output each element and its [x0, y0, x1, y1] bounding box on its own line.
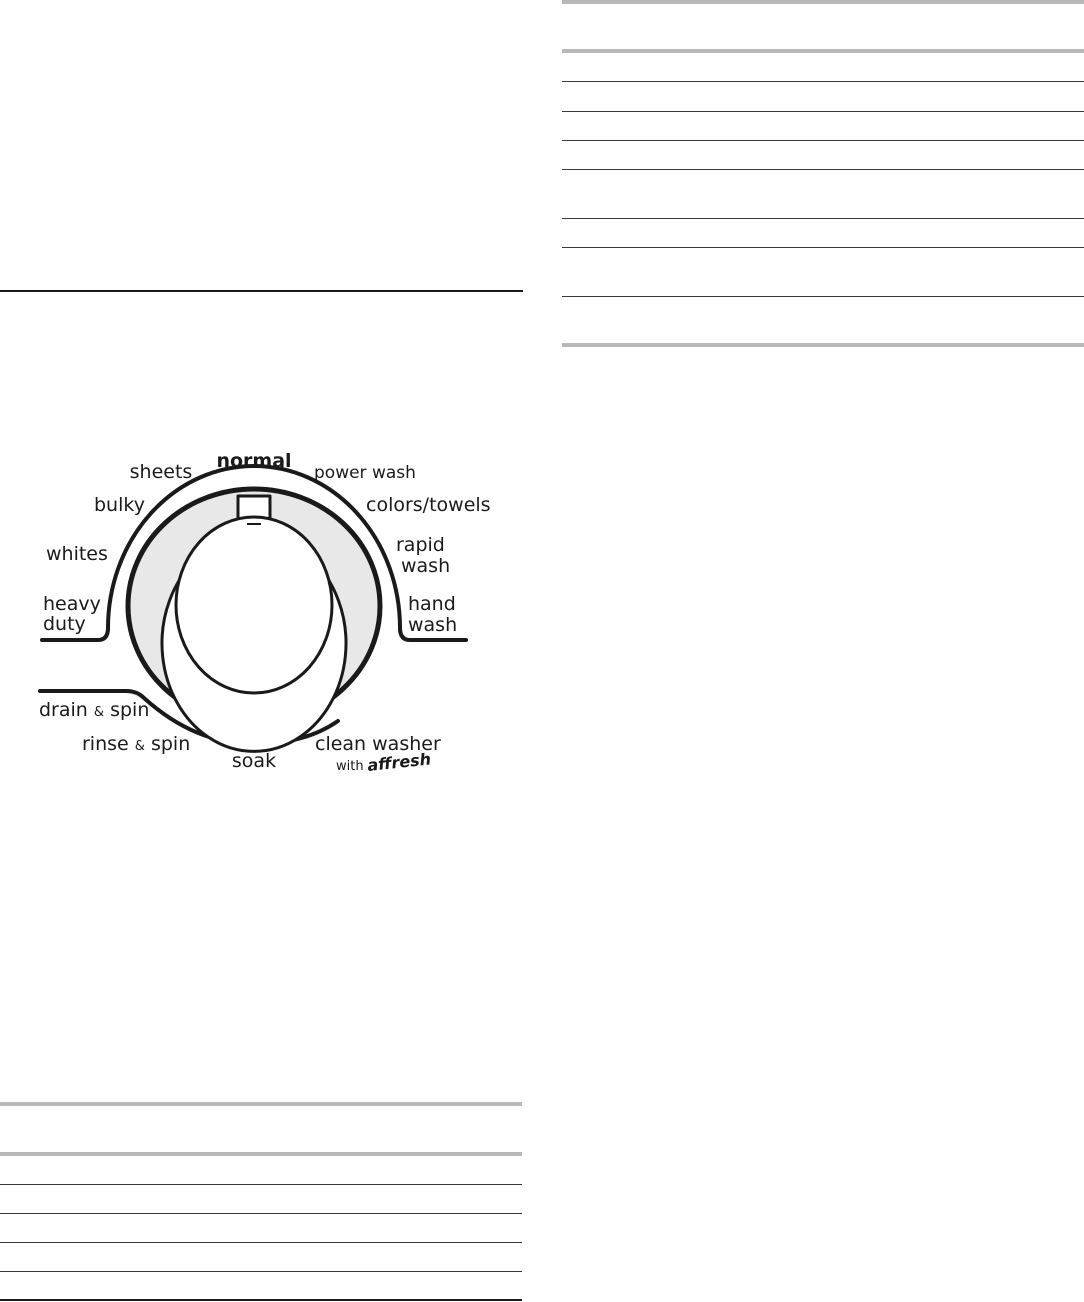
left-table-row-line [0, 1213, 522, 1214]
left-table-row-line [0, 1271, 522, 1272]
left-table-top-border [0, 1102, 522, 1106]
right-table-header-border [562, 49, 1084, 53]
affresh-logo: affresh [366, 749, 432, 775]
label-soak: soak [231, 750, 277, 772]
label-normal: normal [216, 450, 292, 472]
label-sheets: sheets [129, 461, 193, 483]
right-table-row-line [562, 247, 1084, 248]
right-table-bottom-border [562, 343, 1084, 347]
left-table-row-line [0, 1242, 522, 1243]
label-power-wash: power wash [314, 463, 416, 483]
label-clean-washer: clean washer [315, 733, 441, 755]
right-table-row-line [562, 140, 1084, 141]
knob-inner-circle [176, 517, 332, 693]
label-heavy-duty-line1: heavy [43, 593, 101, 615]
label-rapid-wash-line2: wash [401, 555, 451, 577]
left-table-bottom-border [0, 1299, 522, 1301]
label-heavy-duty-line2: duty [43, 613, 86, 635]
label-bulky: bulky [94, 494, 145, 516]
label-drain-spin: drain & spin [39, 699, 150, 721]
label-colors-towels: colors/towels [366, 494, 491, 516]
label-hand-wash-line2: wash [408, 614, 458, 636]
right-table-row-line [562, 81, 1084, 82]
right-table-top-border [562, 0, 1084, 4]
right-table-row-line [562, 296, 1084, 297]
left-table-row-line [0, 1184, 522, 1185]
label-hand-wash-line1: hand [408, 593, 456, 615]
right-table-row-line [562, 218, 1084, 219]
label-whites: whites [46, 543, 108, 565]
right-table-row-line [562, 169, 1084, 170]
label-with: with [336, 759, 364, 774]
label-rapid-wash-line1: rapid [396, 534, 445, 556]
cycle-selector-dial [0, 0, 540, 800]
left-table-header-border [0, 1152, 522, 1156]
label-rinse-spin: rinse & spin [82, 733, 191, 755]
right-table-row-line [562, 111, 1084, 112]
